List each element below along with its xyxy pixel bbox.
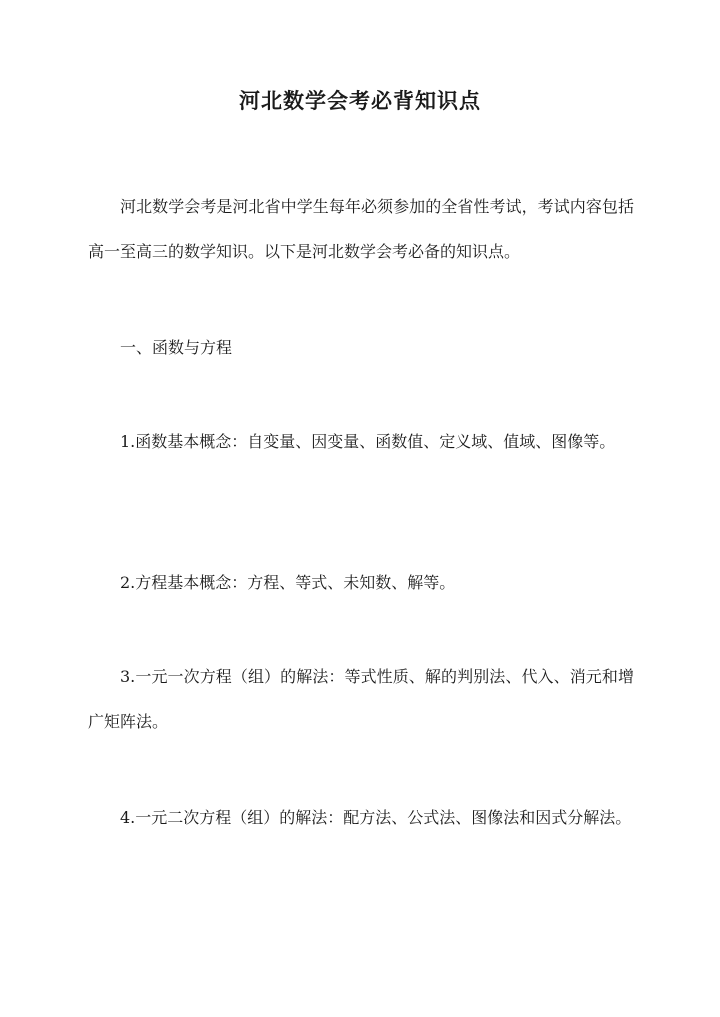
list-item: 3.一元一次方程（组）的解法：等式性质、解的判别法、代入、消元和增广矩阵法。 <box>88 667 634 731</box>
section-heading: 一、函数与方程 <box>120 338 233 357</box>
intro-paragraph: 河北数学会考是河北省中学生每年必须参加的全省性考试，考试内容包括高一至高三的数学知识。以下是河北数学会考必备的知识点。 <box>88 197 634 261</box>
list-item: 2.方程基本概念：方程、等式、未知数、解等。 <box>120 573 456 592</box>
document-title: 河北数学会考必背知识点 <box>239 88 481 113</box>
list-item: 1.函数基本概念：自变量、因变量、函数值、定义域、值域、图像等。 <box>120 432 616 451</box>
list-item: 4.一元二次方程（组）的解法：配方法、公式法、图像法和因式分解法。 <box>120 808 632 827</box>
